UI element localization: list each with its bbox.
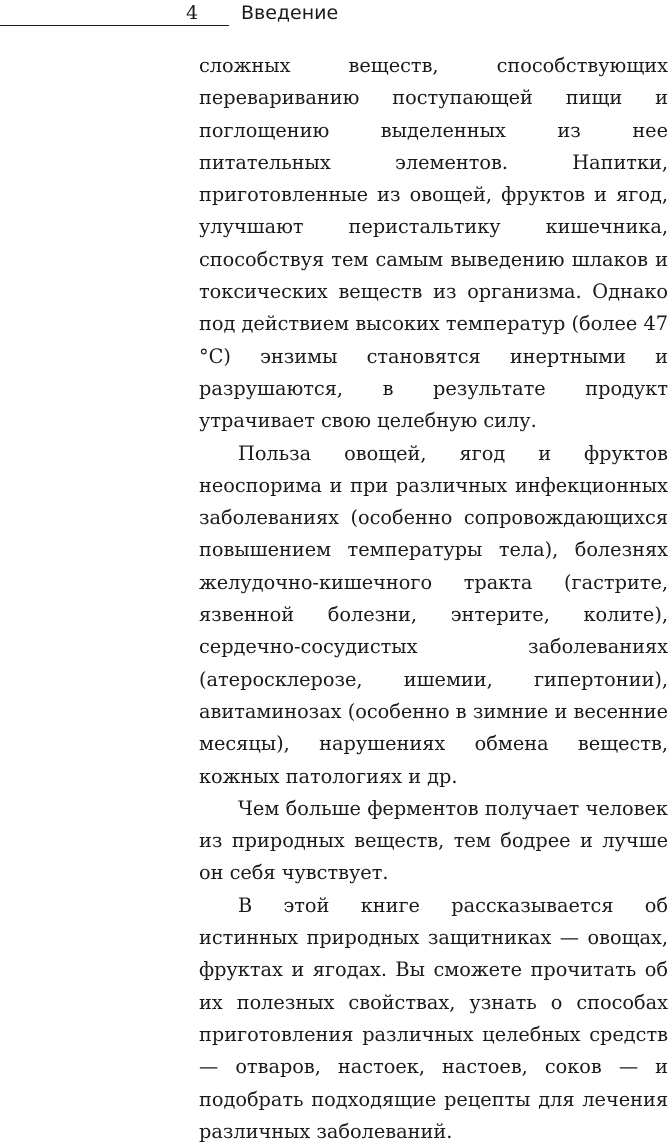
- paragraph-2: Польза овощей, ягод и фруктов неоспорима и при различных инфекционных заболеваниях (особенно сопровождающихся повышением температуры тела), болезнях желудочно-кишечного тракта (гастрите, язвенной болезни, энтерите, колите), сердечно-сосудистых заболеваниях (атеросклерозе, ишемии, гипертонии), авитаминозах (особенно в зимние и весенние месяцы), нарушениях обмена веществ, кожных патологиях и др.: [199, 441, 668, 788]
- page-number: 4: [186, 2, 199, 24]
- paragraph-4: В этой книге рассказывается об истинных природных защитниках — овощах, фруктах и ягодах. Вы сможете прочитать об их полезных свойствах, узнать о способах приготовления различных целебных средств — отваров, настоек, настоев, соков — и подобрать подходящие рецепты для лечения различных заболеваний.: [199, 893, 668, 1143]
- paragraph-3: Чем больше ферментов получает человек из природных веществ, тем бодрее и лучше он себя чувствует.: [199, 796, 668, 885]
- paragraph-1: сложных веществ, способствующих перевариванию поступающей пищи и поглощению выделенных из нее питательных элементов. Напитки, приготовленные из овощей, фруктов и ягод, улучшают перистальтику кишечника, способствуя тем самым выведению шлаков и токсических веществ из организма. Однако под действием высоких температур (более 47 °C) энзимы становятся инертными и разрушаются, в результате продукт утрачивает свою целебную силу.: [199, 54, 668, 433]
- page-header: [0, 0, 672, 30]
- running-title: Введение: [241, 2, 339, 24]
- header-rule: [0, 25, 229, 26]
- body-text: [199, 50, 668, 1148]
